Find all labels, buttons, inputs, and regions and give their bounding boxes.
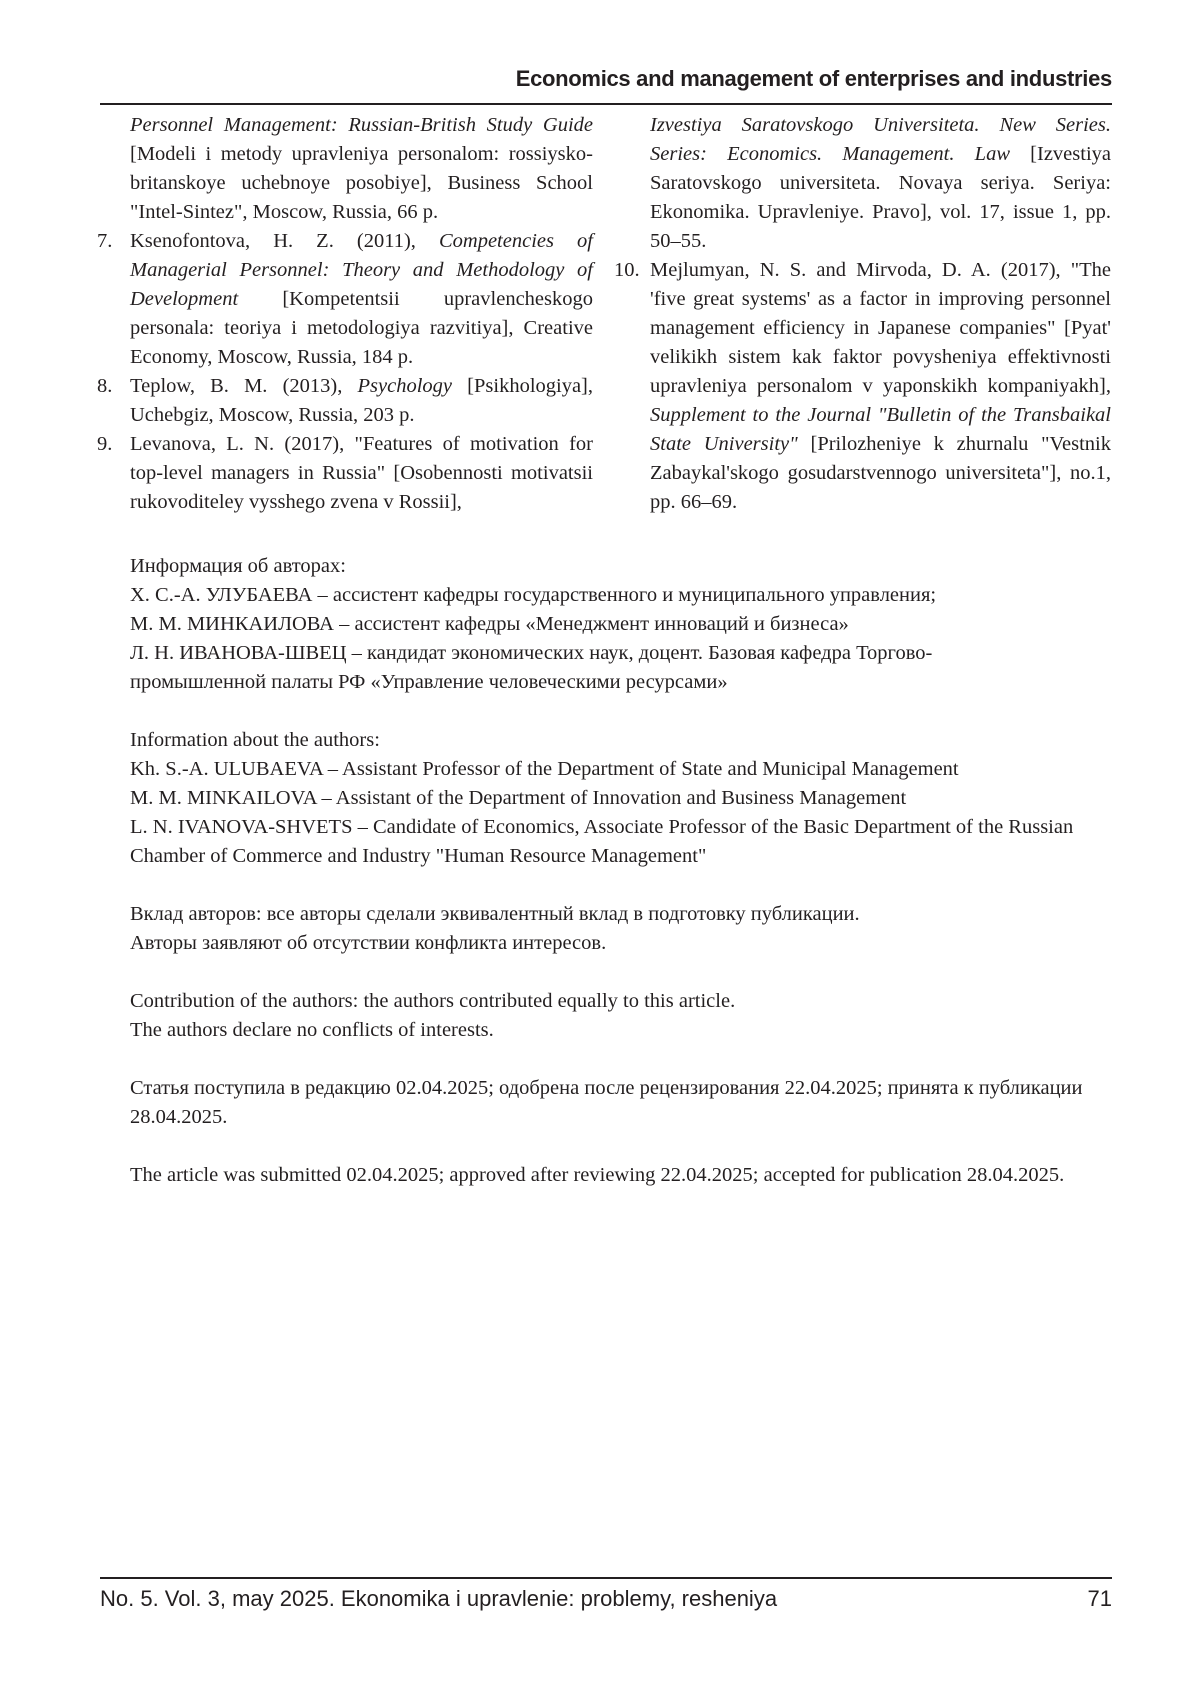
reference-8	[97, 372, 593, 430]
authors-info-ru	[130, 552, 1120, 697]
references-right-column	[614, 111, 1112, 517]
reference-title: Competencies of Managerial Personnel: Theory and Methodology of Development	[130, 230, 593, 310]
header-rule	[100, 103, 1112, 105]
author-line: М. М. МИНКАИЛОВА – ассистент кафедры «Менеджмент инноваций и бизнеса»	[130, 613, 849, 635]
reference-title: Personnel Management: Russian-British Study Guide	[130, 114, 593, 136]
footer-journal-info: No. 5. Vol. 3, may 2025. Ekonomika i upravlenie: problemy, resheniya	[100, 1586, 778, 1611]
reference-6-continued	[97, 111, 593, 227]
reference-10	[614, 256, 1112, 517]
author-line: M. M. MINKAILOVA – Assistant of the Department of Innovation and Business Management	[130, 787, 907, 809]
reference-text: Levanova, L. N. (2017), "Features of motivation for top-level managers in Russia" [Osobennosti motivatsii rukovoditeley vysshego zvena v Rossii],	[130, 433, 593, 513]
reference-7	[97, 227, 593, 372]
contribution-ru	[130, 900, 1120, 958]
reference-text: [Modeli i metody upravleniya personalom: rossiysko-britanskoye uchebnoye posobiye], Business School "Intel-Sintez", Moscow, Russia, 66 p.	[130, 143, 593, 223]
reference-text: [Psikhologiya], Uchebgiz, Moscow, Russia, 203 p.	[130, 375, 594, 426]
reference-9	[97, 430, 593, 517]
contribution-statement: Contribution of the authors: the authors contributed equally to this article.	[130, 990, 736, 1012]
reference-author: Teplow, B. M. (2013),	[130, 375, 358, 397]
author-line: Л. Н. ИВАНОВА-ШВЕЦ – кандидат экономических наук, доцент. Базовая кафедра Торгово-промышленной палаты РФ «Управление человеческими ресурсами»	[130, 642, 933, 693]
reference-text: Mejlumyan, N. S. and Mirvoda, D. A. (2017), "The 'five great systems' as a factor in improving personnel management efficiency in Japanese companies" [Pyat' velikikh sistem kak faktor povysheniya effektivnosti upravleniya personalom v yaponskikh kompaniyakh],	[650, 259, 1111, 397]
conflict-statement: Авторы заявляют об отсутствии конфликта интересов.	[130, 932, 607, 954]
authors-info-ru-heading: Информация об авторах:	[130, 555, 346, 577]
reference-9-continued	[617, 111, 1111, 256]
page-number: 71	[1087, 1586, 1112, 1611]
dates-text: Статья поступила в редакцию 02.04.2025; одобрена после рецензирования 22.04.2025; принята к публикации 28.04.2025.	[130, 1077, 1083, 1128]
article-dates-en	[130, 1161, 1120, 1190]
reference-title: Psychology	[357, 375, 453, 397]
author-line: L. N. IVANOVA-SHVETS – Candidate of Economics, Associate Professor of the Basic Department of the Russian Chamber of Commerce and Industry "Human Resource Management"	[130, 816, 1074, 867]
running-header-title: Economics and management of enterprises and industries	[515, 66, 1112, 91]
footer-rule	[100, 1577, 1112, 1579]
authors-info-en-heading: Information about the authors:	[130, 729, 380, 751]
reference-number: 7.	[97, 230, 113, 252]
contribution-en	[130, 987, 1120, 1045]
reference-number: 10.	[614, 259, 640, 281]
author-line: Х. С.-А. УЛУБАЕВА – ассистент кафедры государственного и муниципального управления;	[130, 584, 937, 606]
reference-journal: Supplement to the Journal "Bulletin of the Transbaikal State University"	[650, 404, 1111, 455]
reference-text: [Prilozheniye k zhurnalu "Vestnik Zabaykal'skogo gosudarstvennogo universiteta"], no.1, pp. 66–69.	[650, 433, 1112, 513]
authors-info-en	[130, 726, 1120, 871]
author-line: Kh. S.-A. ULUBAEVA – Assistant Professor of the Department of State and Municipal Management	[130, 758, 959, 780]
reference-text: [Izvestiya Saratovskogo universiteta. Novaya seriya. Seriya: Ekonomika. Upravleniye. Pravo], vol. 17, issue 1, pp. 50–55.	[650, 143, 1111, 252]
article-dates-ru	[130, 1074, 1120, 1132]
contribution-statement: Вклад авторов: все авторы сделали эквивалентный вклад в подготовку публикации.	[130, 903, 860, 925]
reference-text: [Kompetentsii upravlencheskogo personala: teoriya i metodologiya razvitiya], Creative Economy, Moscow, Russia, 184 p.	[130, 288, 593, 368]
conflict-statement: The authors declare no conflicts of interests.	[130, 1019, 494, 1041]
dates-text: The article was submitted 02.04.2025; approved after reviewing 22.04.2025; accepted for publication 28.04.2025.	[130, 1164, 1065, 1186]
reference-author: Ksenofontova, H. Z. (2011),	[130, 230, 439, 252]
references-left-column	[97, 111, 593, 517]
reference-number: 9.	[97, 433, 113, 455]
reference-title: Izvestiya Saratovskogo Universiteta. New Series. Series: Economics. Management. Law	[650, 114, 1111, 165]
reference-number: 8.	[97, 375, 113, 397]
